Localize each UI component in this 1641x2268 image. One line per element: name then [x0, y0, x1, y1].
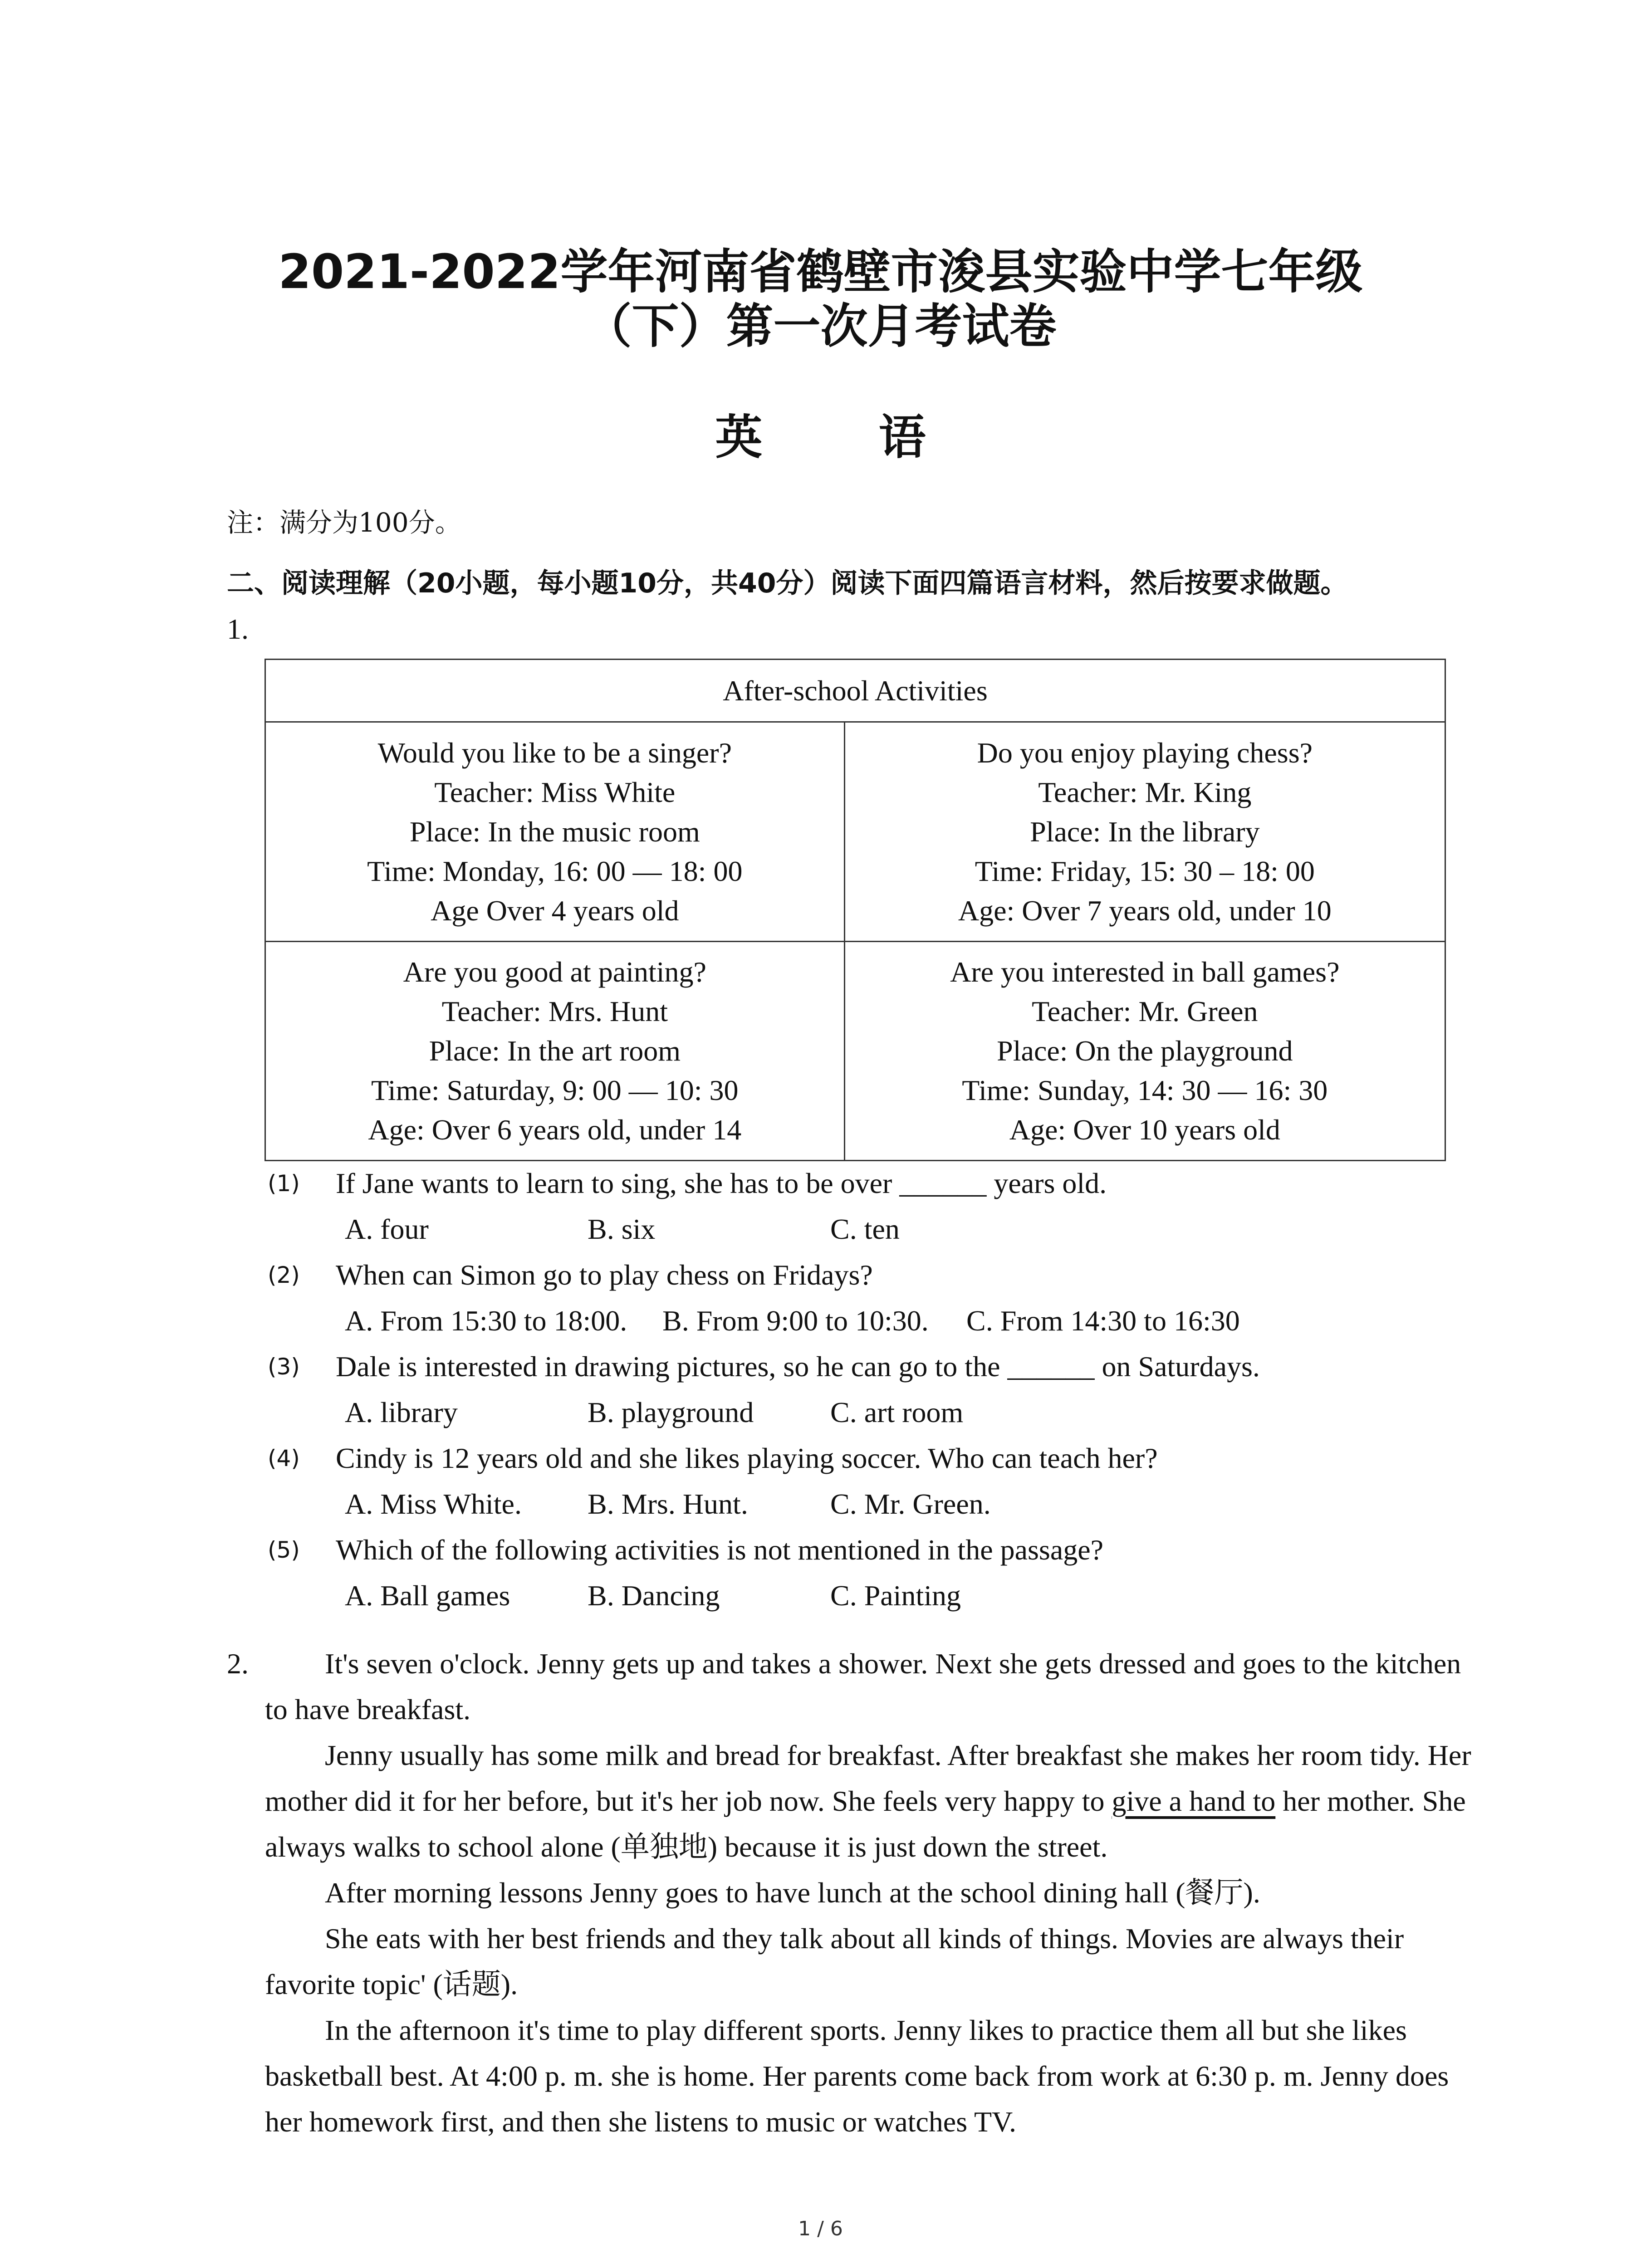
option-c[interactable]: C. Mr. Green. — [830, 1488, 991, 1520]
paragraph-text: It's seven o'clock. Jenny gets up and takes a shower. Next she gets dressed and goes to the kitchen to have breakfast. — [265, 1647, 1461, 1725]
table-header: After-school Activities — [265, 660, 1445, 722]
passage-paragraph: After morning lessons Jenny goes to have lunch at the school dining hall (餐厅). — [325, 1877, 1260, 1909]
question-stem — [268, 1253, 1493, 1299]
question-number-2: 2. — [227, 1647, 249, 1680]
table-cell-chess — [844, 722, 1445, 942]
option-a[interactable]: A. Miss White. — [345, 1488, 522, 1520]
option-row — [268, 1574, 1493, 1619]
question-stem — [268, 1436, 1493, 1482]
question-mark: (3) — [268, 1354, 300, 1380]
cell-line: Do you enjoy playing chess? — [977, 736, 1313, 769]
option-a[interactable]: A. library — [345, 1396, 458, 1428]
cell-line: Age: Over 10 years old — [1009, 1114, 1280, 1146]
question-stem — [268, 1344, 1493, 1390]
cell-line: Place: In the art room — [429, 1035, 681, 1067]
activities-table — [265, 659, 1446, 1161]
page-number: 1 / 6 — [798, 2217, 843, 2240]
cell-line: Time: Friday, 15: 30 – 18: 00 — [975, 855, 1315, 887]
question-text: Which of the following activities is not mentioned in the passage? — [336, 1534, 1104, 1566]
question-stem — [268, 1528, 1493, 1574]
cell-line: Are you good at painting? — [403, 956, 706, 988]
cell-line: Age: Over 7 years old, under 10 — [958, 894, 1332, 927]
table-cell-painting — [265, 941, 845, 1161]
passage-paragraph: She eats with her best friends and they talk about all kinds of things. Movies are always their favorite topic' (话题). — [265, 1922, 1404, 2000]
option-row — [268, 1207, 1493, 1253]
question-mark: (1) — [268, 1170, 300, 1197]
paragraph-text: her mother. She always walks to school alone (单独地) because it is just down the street. — [265, 1785, 1466, 1863]
table-cell-singer — [265, 722, 845, 942]
passage-paragraph — [227, 1732, 1479, 1870]
exam-title-line2: （下）第一次月考试卷 — [584, 298, 1057, 354]
option-row — [268, 1299, 1493, 1344]
question-stem — [268, 1161, 1493, 1207]
option-row — [268, 1482, 1493, 1528]
option-c[interactable]: C. From 14:30 to 16:30 — [966, 1305, 1240, 1337]
option-c[interactable]: C. art room — [830, 1396, 964, 1428]
subject-title: 英 语 — [715, 409, 976, 465]
underlined-phrase: give a hand to — [1112, 1785, 1276, 1817]
cell-line: Place: On the playground — [997, 1035, 1293, 1067]
option-a[interactable]: A. Ball games — [345, 1579, 510, 1612]
passage-paragraph — [227, 1641, 1479, 1732]
option-b[interactable]: B. six — [588, 1213, 656, 1245]
option-c[interactable]: C. Painting — [830, 1579, 961, 1612]
cell-line: Are you interested in ball games? — [950, 956, 1340, 988]
cell-line: Place: In the music room — [409, 815, 700, 848]
question-text: When can Simon go to play chess on Fridays? — [336, 1259, 873, 1291]
exam-title-line1: 2021-2022学年河南省鹤壁市浚县实验中学七年级 — [278, 244, 1363, 299]
cell-line: Age Over 4 years old — [431, 894, 679, 927]
paragraph-text: Jenny usually has some milk and bread for breakfast. After breakfast she makes her room tidy. Her mother did it for her before, but it's her job now. She feels very happy to — [265, 1739, 1471, 1817]
option-a[interactable]: A. four — [345, 1213, 429, 1245]
question-number-1: 1. — [227, 613, 249, 645]
option-b[interactable]: B. Dancing — [588, 1579, 720, 1612]
cell-line: Teacher: Mr. King — [1038, 776, 1252, 808]
option-row — [268, 1390, 1493, 1436]
cell-line: Time: Sunday, 14: 30 — 16: 30 — [962, 1074, 1328, 1107]
question-mark: (4) — [268, 1445, 300, 1471]
cell-line: Place: In the library — [1030, 815, 1260, 848]
question-mark: (5) — [268, 1537, 300, 1563]
option-b[interactable]: B. Mrs. Hunt. — [588, 1488, 748, 1520]
question-text: Cindy is 12 years old and she likes playing soccer. Who can teach her? — [336, 1442, 1158, 1474]
table-cell-ball-games — [844, 941, 1445, 1161]
score-note: 注：满分为100分。 — [227, 507, 461, 538]
option-c[interactable]: C. ten — [830, 1213, 900, 1245]
cell-line: Time: Monday, 16: 00 — 18: 00 — [367, 855, 743, 887]
option-a[interactable]: A. From 15:30 to 18:00. — [345, 1305, 627, 1337]
cell-line: Teacher: Mrs. Hunt — [441, 995, 668, 1028]
option-b[interactable]: B. playground — [588, 1396, 754, 1428]
cell-line: Would you like to be a singer? — [377, 736, 732, 769]
cell-line: Teacher: Mr. Green — [1032, 995, 1258, 1028]
option-b[interactable]: B. From 9:00 to 10:30. — [662, 1305, 929, 1337]
section-heading: 二、阅读理解（20小题，每小题10分，共40分）阅读下面四篇语言材料，然后按要求做题。 — [227, 567, 1348, 599]
reading-passage-2 — [227, 1641, 1479, 2145]
cell-line: Teacher: Miss White — [434, 776, 676, 808]
question-list — [268, 1161, 1493, 1619]
question-text: If Jane wants to learn to sing, she has to be over ______ years old. — [336, 1167, 1107, 1199]
question-text: Dale is interested in drawing pictures, so he can go to the ______ on Saturdays. — [336, 1350, 1260, 1383]
cell-line: Time: Saturday, 9: 00 — 10: 30 — [371, 1074, 739, 1107]
question-mark: (2) — [268, 1262, 300, 1288]
passage-paragraph: In the afternoon it's time to play different sports. Jenny likes to practice them all but she likes basketball best. At 4:00 p. m. she is home. Her parents come back from work at 6:30 p. m. Jenny does her homework first, and then she listens to music or watches TV. — [265, 2014, 1449, 2138]
cell-line: Age: Over 6 years old, under 14 — [368, 1114, 742, 1146]
